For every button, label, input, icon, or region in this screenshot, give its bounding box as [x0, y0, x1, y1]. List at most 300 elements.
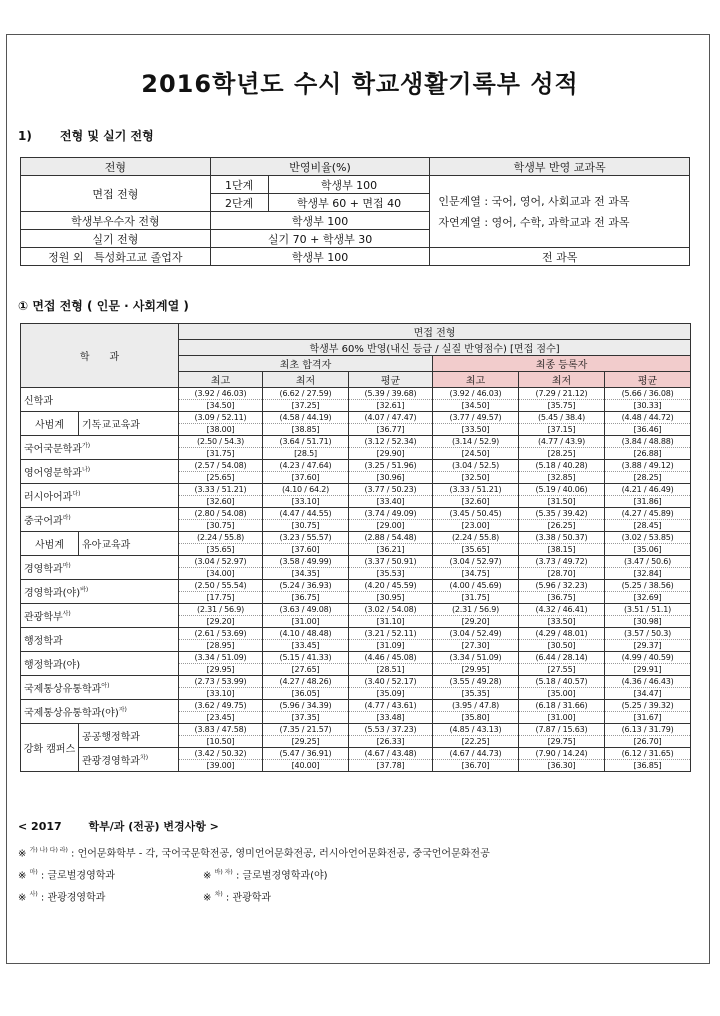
score-interview: [36.05] [263, 688, 349, 700]
dept-name: 신학과 [24, 396, 53, 407]
dept-name: 유아교육과 [82, 540, 131, 551]
table1-extra-ratio: 학생부 100 [210, 248, 430, 266]
changes-heading-year: < 2017 [18, 820, 62, 833]
note-refs: 차) [214, 891, 223, 898]
table1-extra-subjects: 전 과목 [430, 248, 690, 266]
score-interview: [35.65] [433, 544, 519, 556]
score-interview: [38.15] [519, 544, 605, 556]
dept-cell [21, 388, 179, 412]
score-grade: (4.67 / 43.48) [349, 748, 433, 760]
score-grade: (4.46 / 45.08) [349, 652, 433, 664]
score-interview: [26.33] [349, 736, 433, 748]
dept-group: 강화 캠퍼스 [21, 724, 79, 772]
col-max: 최고 [179, 372, 263, 388]
score-interview: [32.84] [605, 568, 691, 580]
score-interview: [37.60] [263, 472, 349, 484]
score-interview: [29.95] [433, 664, 519, 676]
table1-subjects-human: 인문계열 : 국어, 영어, 사회교과 전 과목 [438, 194, 630, 208]
dept-name: 국어국문학과 [24, 444, 82, 455]
changes-line [18, 884, 490, 906]
dept-cell [21, 580, 179, 604]
score-interview: [33.10] [263, 496, 349, 508]
score-grade: (5.47 / 36.91) [263, 748, 349, 760]
score-grade: (5.96 / 32.23) [519, 580, 605, 592]
col-min: 최저 [519, 372, 605, 388]
dept-name: 영어영문학과 [24, 468, 82, 479]
score-grade: (5.66 / 36.08) [605, 388, 691, 400]
col-avg: 평균 [349, 372, 433, 388]
score-grade: (4.10 / 48.48) [263, 628, 349, 640]
score-grade: (4.85 / 43.13) [433, 724, 519, 736]
score-interview: [29.37] [605, 640, 691, 652]
dept-cell [21, 700, 179, 724]
score-grade: (3.45 / 50.45) [433, 508, 519, 520]
score-interview: [35.06] [605, 544, 691, 556]
score-grade: (2.31 / 56.9) [433, 604, 519, 616]
dept-name: 관광경영학과 [82, 756, 140, 767]
score-interview: [29.90] [349, 448, 433, 460]
table1-stage2-ratio: 학생부 60 + 면접 40 [268, 194, 430, 212]
admission-type-table [20, 157, 690, 266]
interview-header: 면접 전형 [179, 324, 691, 340]
table-row [21, 460, 691, 472]
scores-table [20, 323, 691, 772]
table1-practical: 실기 전형 [21, 230, 211, 248]
col-min: 최저 [263, 372, 349, 388]
score-interview: [30.95] [349, 592, 433, 604]
score-interview: [36.30] [519, 760, 605, 772]
score-interview: [37.78] [349, 760, 433, 772]
score-grade: (3.37 / 50.91) [349, 556, 433, 568]
score-grade: (3.55 / 49.28) [433, 676, 519, 688]
score-grade: (5.35 / 39.42) [519, 508, 605, 520]
table-row [21, 508, 691, 520]
note-refs: 가) 나) 다) 라) [29, 847, 68, 854]
score-interview: [40.00] [263, 760, 349, 772]
dept-cell [21, 484, 179, 508]
score-grade: (4.36 / 46.43) [605, 676, 691, 688]
score-interview: [38.85] [263, 424, 349, 436]
score-grade: (4.77 / 43.61) [349, 700, 433, 712]
score-interview: [32.60] [179, 496, 263, 508]
score-grade: (3.04 / 52.97) [433, 556, 519, 568]
score-grade: (6.44 / 28.14) [519, 652, 605, 664]
score-interview: [33.10] [179, 688, 263, 700]
score-grade: (3.38 / 50.37) [519, 532, 605, 544]
table1-extra-b: 특성화고교 졸업자 [94, 250, 183, 264]
score-grade: (3.21 / 52.11) [349, 628, 433, 640]
section1-title: 전형 및 실기 전형 [60, 129, 154, 143]
score-interview: [28.5] [263, 448, 349, 460]
score-interview: [35.00] [519, 688, 605, 700]
table1-header-subjects: 학생부 반영 교과목 [430, 158, 690, 176]
dept-name: 경영학과(야) [24, 588, 81, 599]
score-grade: (3.63 / 49.08) [263, 604, 349, 616]
score-interview: [30.50] [519, 640, 605, 652]
score-interview: [28.25] [605, 472, 691, 484]
score-interview: [28.25] [519, 448, 605, 460]
score-grade: (4.27 / 48.26) [263, 676, 349, 688]
score-grade: (3.02 / 53.85) [605, 532, 691, 544]
table-row [21, 484, 691, 496]
dept-name: 국제통상유통학과(야) [24, 708, 119, 719]
score-grade: (3.47 / 50.6) [605, 556, 691, 568]
score-interview: [32.69] [605, 592, 691, 604]
score-interview: [33.45] [263, 640, 349, 652]
table1-practical-ratio: 실기 70 + 학생부 30 [210, 230, 430, 248]
score-interview: [10.50] [179, 736, 263, 748]
score-grade: (3.51 / 51.1) [605, 604, 691, 616]
score-interview: [26.70] [605, 736, 691, 748]
note-mark: ※ [18, 848, 27, 860]
final-enroll-header: 최종 등록자 [433, 356, 691, 372]
table1-header-ratio: 반영비율(%) [210, 158, 430, 176]
score-interview: [23.00] [433, 520, 519, 532]
score-grade: (5.39 / 39.68) [349, 388, 433, 400]
score-grade: (5.96 / 34.39) [263, 700, 349, 712]
dept-name: 공공행정학과 [82, 732, 140, 743]
table1-extra [21, 248, 211, 266]
score-grade: (3.14 / 52.9) [433, 436, 519, 448]
table1-subjects-nature: 자연계열 : 영어, 수학, 과학교과 전 과목 [438, 215, 630, 229]
score-grade: (3.33 / 51.21) [179, 484, 263, 496]
changes-heading-text: 학부/과 (전공) 변경사항 > [88, 820, 219, 833]
dept-cell [21, 436, 179, 460]
dept-note-ref: 마) [62, 562, 71, 570]
dept-name: 기독교교육과 [82, 420, 140, 431]
score-interview: [28.45] [605, 520, 691, 532]
score-interview: [26.88] [605, 448, 691, 460]
score-interview: [35.65] [179, 544, 263, 556]
score-interview: [33.40] [349, 496, 433, 508]
table1-row [21, 248, 690, 266]
score-interview: [29.00] [349, 520, 433, 532]
dept-note-ref: 차) [139, 754, 149, 762]
score-grade: (4.23 / 47.64) [263, 460, 349, 472]
dept-name: 관광학부 [24, 612, 63, 623]
score-grade: (5.19 / 40.06) [519, 484, 605, 496]
changes-notes [18, 818, 490, 906]
score-grade: (3.34 / 51.09) [433, 652, 519, 664]
table-row [21, 628, 691, 640]
note-mark: ※ [18, 870, 27, 882]
score-grade: (5.53 / 37.23) [349, 724, 433, 736]
score-interview: [33.50] [519, 616, 605, 628]
score-grade: (3.92 / 46.03) [179, 388, 263, 400]
score-grade: (3.83 / 47.58) [179, 724, 263, 736]
score-grade: (2.57 / 54.08) [179, 460, 263, 472]
table-row [21, 676, 691, 688]
score-grade: (3.95 / 47.8) [433, 700, 519, 712]
score-interview: [33.50] [433, 424, 519, 436]
dept-name: 러시아어과 [24, 492, 73, 503]
dept-cell [21, 556, 179, 580]
note-mark: ※ [203, 870, 212, 882]
dept-cell [79, 748, 179, 772]
dept-cell [79, 532, 179, 556]
note-text: : 언어문화학부 - 각, 국어국문학전공, 영미언어문화전공, 러시아언어문화전공, 중국언어문화전공 [71, 848, 490, 860]
score-interview: [30.33] [605, 400, 691, 412]
score-grade: (3.62 / 49.75) [179, 700, 263, 712]
dept-name: 중국어과 [24, 516, 63, 527]
dept-cell [79, 724, 179, 748]
table-row [21, 748, 691, 760]
score-interview: [24.50] [433, 448, 519, 460]
score-grade: (3.23 / 55.57) [263, 532, 349, 544]
table-row [21, 388, 691, 400]
note-text: : 관광학과 [225, 892, 272, 904]
dept-name: 국제통상유통학과 [24, 684, 102, 695]
score-grade: (4.67 / 44.73) [433, 748, 519, 760]
score-grade: (3.84 / 48.88) [605, 436, 691, 448]
score-interview: [22.25] [433, 736, 519, 748]
table-row [21, 412, 691, 424]
score-interview: [26.25] [519, 520, 605, 532]
score-interview: [23.45] [179, 712, 263, 724]
score-grade: (3.33 / 51.21) [433, 484, 519, 496]
score-interview: [32.85] [519, 472, 605, 484]
score-interview: [29.20] [179, 616, 263, 628]
score-interview: [28.95] [179, 640, 263, 652]
score-grade: (7.35 / 21.57) [263, 724, 349, 736]
dept-cell [21, 652, 179, 676]
score-grade: (3.88 / 49.12) [605, 460, 691, 472]
score-interview: [36.75] [519, 592, 605, 604]
table-row [21, 724, 691, 736]
score-grade: (5.25 / 38.56) [605, 580, 691, 592]
score-grade: (3.40 / 52.17) [349, 676, 433, 688]
col-avg: 평균 [605, 372, 691, 388]
first-admit-header: 최초 합격자 [179, 356, 433, 372]
score-grade: (6.12 / 31.65) [605, 748, 691, 760]
score-grade: (4.47 / 44.55) [263, 508, 349, 520]
dept-cell [21, 676, 179, 700]
score-grade: (4.10 / 64.2) [263, 484, 349, 496]
note-refs: 사) [29, 891, 38, 898]
score-interview: [36.85] [605, 760, 691, 772]
score-grade: (3.04 / 52.5) [433, 460, 519, 472]
score-interview: [37.60] [263, 544, 349, 556]
dept-cell [21, 604, 179, 628]
score-grade: (3.57 / 50.3) [605, 628, 691, 640]
dept-note-ref: 자) [118, 706, 127, 714]
score-interview: [25.65] [179, 472, 263, 484]
dept-note-ref: 다) [72, 490, 81, 498]
score-interview: [30.98] [605, 616, 691, 628]
score-interview: [35.09] [349, 688, 433, 700]
score-interview: [31.00] [263, 616, 349, 628]
score-interview: [31.10] [349, 616, 433, 628]
score-grade: (3.74 / 49.09) [349, 508, 433, 520]
dept-group: 사범계 [21, 532, 79, 556]
score-grade: (5.45 / 38.4) [519, 412, 605, 424]
score-interview: [31.67] [605, 712, 691, 724]
score-interview: [39.00] [179, 760, 263, 772]
score-grade: (3.58 / 49.99) [263, 556, 349, 568]
score-grade: (3.73 / 49.72) [519, 556, 605, 568]
score-interview: [31.09] [349, 640, 433, 652]
dept-note-ref: 사) [62, 610, 71, 618]
score-grade: (4.00 / 45.69) [433, 580, 519, 592]
score-interview: [37.15] [519, 424, 605, 436]
score-interview: [36.46] [605, 424, 691, 436]
score-grade: (4.07 / 47.47) [349, 412, 433, 424]
score-grade: (3.64 / 51.71) [263, 436, 349, 448]
scores-table-body [21, 388, 691, 772]
dept-note-ref: 바) [80, 586, 89, 594]
changes-line [18, 862, 490, 884]
score-interview: [29.95] [179, 664, 263, 676]
score-interview: [34.47] [605, 688, 691, 700]
score-grade: (3.04 / 52.49) [433, 628, 519, 640]
score-grade: (6.13 / 31.79) [605, 724, 691, 736]
score-interview: [30.75] [263, 520, 349, 532]
score-interview: [34.00] [179, 568, 263, 580]
score-grade: (6.62 / 27.59) [263, 388, 349, 400]
note-text: : 글로벌경영학과 [40, 870, 116, 882]
score-grade: (4.48 / 44.72) [605, 412, 691, 424]
criteria-header: 학생부 60% 반영(내신 등급 / 실질 반영점수) [면접 점수] [179, 340, 691, 356]
table1-header-type: 전형 [21, 158, 211, 176]
table-row [21, 652, 691, 664]
note-mark: ※ [18, 892, 27, 904]
score-interview: [29.20] [433, 616, 519, 628]
score-interview: [34.75] [433, 568, 519, 580]
score-interview: [32.50] [433, 472, 519, 484]
score-interview: [30.75] [179, 520, 263, 532]
note-col2 [203, 884, 271, 909]
score-interview: [35.75] [519, 400, 605, 412]
score-grade: (2.31 / 56.9) [179, 604, 263, 616]
score-grade: (2.24 / 55.8) [179, 532, 263, 544]
score-interview: [27.55] [519, 664, 605, 676]
score-interview: [29.75] [519, 736, 605, 748]
note-text: : 글로벌경영학과(야) [235, 870, 328, 882]
score-grade: (7.87 / 15.63) [519, 724, 605, 736]
score-grade: (3.12 / 52.34) [349, 436, 433, 448]
score-interview: [27.30] [433, 640, 519, 652]
score-interview: [28.70] [519, 568, 605, 580]
note-refs: 마) [29, 869, 38, 876]
dept-note-ref: 나) [81, 466, 91, 474]
score-interview: [36.21] [349, 544, 433, 556]
table-row [21, 532, 691, 544]
score-grade: (5.15 / 41.33) [263, 652, 349, 664]
note-refs: 바) 자) [214, 869, 233, 876]
score-grade: (3.77 / 50.23) [349, 484, 433, 496]
score-grade: (6.18 / 31.66) [519, 700, 605, 712]
score-interview: [38.00] [179, 424, 263, 436]
score-grade: (2.50 / 54.3) [179, 436, 263, 448]
score-interview: [33.48] [349, 712, 433, 724]
table1-stage1: 1단계 [210, 176, 268, 194]
table-row [21, 436, 691, 448]
note-text: : 관광경영학과 [40, 892, 106, 904]
table-row [21, 556, 691, 568]
score-interview: [34.50] [179, 400, 263, 412]
score-grade: (3.04 / 52.97) [179, 556, 263, 568]
score-interview: [31.50] [519, 496, 605, 508]
score-interview: [31.00] [519, 712, 605, 724]
score-grade: (3.77 / 49.57) [433, 412, 519, 424]
score-interview: [32.60] [433, 496, 519, 508]
score-interview: [29.25] [263, 736, 349, 748]
dept-header: 학 과 [21, 324, 179, 388]
section1-number: 1) [18, 129, 32, 143]
score-grade: (4.77 / 43.9) [519, 436, 605, 448]
score-interview: [34.35] [263, 568, 349, 580]
score-grade: (5.24 / 36.93) [263, 580, 349, 592]
section1-heading [18, 127, 154, 144]
table1-header-row [21, 158, 690, 176]
dept-cell [21, 628, 179, 652]
score-grade: (2.88 / 54.48) [349, 532, 433, 544]
score-interview: [36.70] [433, 760, 519, 772]
score-interview: [27.65] [263, 664, 349, 676]
dept-cell [21, 460, 179, 484]
dept-name: 행정학과 [24, 636, 63, 647]
section2-heading: ① 면접 전형 ( 인문 · 사회계열 ) [18, 299, 189, 313]
score-grade: (2.73 / 53.99) [179, 676, 263, 688]
score-interview: [29.91] [605, 664, 691, 676]
dept-cell [79, 412, 179, 436]
table-row [21, 604, 691, 616]
table1-stage1-ratio: 학생부 100 [268, 176, 430, 194]
score-grade: (5.18 / 40.28) [519, 460, 605, 472]
score-grade: (3.09 / 52.11) [179, 412, 263, 424]
dept-group: 사범계 [21, 412, 79, 436]
table1-excellent: 학생부우수자 전형 [21, 212, 211, 230]
score-interview: [37.35] [263, 712, 349, 724]
score-grade: (4.21 / 46.49) [605, 484, 691, 496]
score-interview: [35.35] [433, 688, 519, 700]
score-interview: [35.80] [433, 712, 519, 724]
score-grade: (3.92 / 46.03) [433, 388, 519, 400]
dept-note-ref: 라) [62, 514, 71, 522]
score-grade: (3.34 / 51.09) [179, 652, 263, 664]
score-interview: [32.61] [349, 400, 433, 412]
score-interview: [30.96] [349, 472, 433, 484]
score-grade: (7.29 / 21.12) [519, 388, 605, 400]
changes-heading [18, 818, 490, 834]
table1-extra-a: 정원 외 [48, 250, 84, 264]
score-grade: (4.99 / 40.59) [605, 652, 691, 664]
score-grade: (2.80 / 54.08) [179, 508, 263, 520]
score-grade: (4.27 / 45.89) [605, 508, 691, 520]
score-grade: (5.18 / 40.57) [519, 676, 605, 688]
dept-name: 행정학과(야) [24, 660, 81, 671]
score-grade: (2.61 / 53.69) [179, 628, 263, 640]
score-grade: (3.42 / 50.32) [179, 748, 263, 760]
score-interview: [31.86] [605, 496, 691, 508]
score-interview: [36.77] [349, 424, 433, 436]
score-grade: (2.50 / 55.54) [179, 580, 263, 592]
score-grade: (7.90 / 14.24) [519, 748, 605, 760]
score-interview: [36.75] [263, 592, 349, 604]
dept-cell [21, 508, 179, 532]
changes-line [18, 840, 490, 862]
note-mark: ※ [203, 892, 212, 904]
score-interview: [31.75] [179, 448, 263, 460]
score-grade: (4.32 / 46.41) [519, 604, 605, 616]
table1-interview: 면접 전형 [21, 176, 211, 212]
score-grade: (2.24 / 55.8) [433, 532, 519, 544]
table1-excellent-ratio: 학생부 100 [210, 212, 430, 230]
dept-name: 경영학과 [24, 564, 63, 575]
score-interview: [17.75] [179, 592, 263, 604]
score-grade: (3.02 / 54.08) [349, 604, 433, 616]
score-interview: [35.53] [349, 568, 433, 580]
